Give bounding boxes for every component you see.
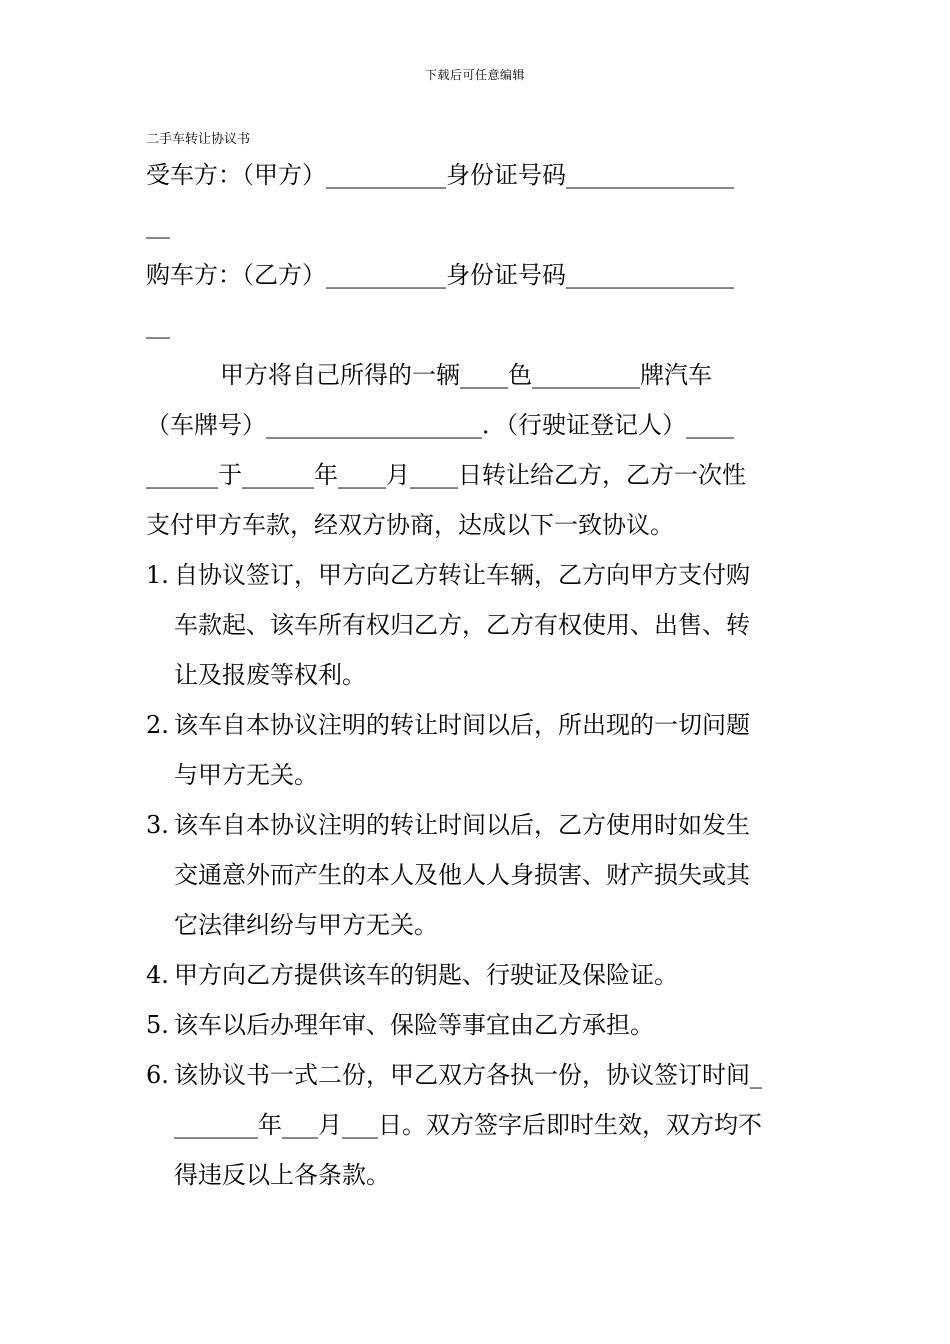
clause-number: 2. [146, 711, 169, 739]
clause-item [146, 550, 806, 700]
clause-line: 该车以后办理年审、保险等事宜由乙方承担。 [174, 1011, 654, 1039]
clause-line: 该车自本协议注明的转让时间以后，乙方使用时如发生 [174, 811, 750, 839]
clause-item [146, 950, 806, 1000]
clause-item [146, 1000, 806, 1050]
intro-line: 甲方将自己所得的一辆____色_________牌汽车 [220, 361, 712, 389]
clause-line: 自协议签订，甲方向乙方转让车辆，乙方向甲方支付购 [174, 561, 750, 589]
intro-line: ______于______年____月____日转让给乙方，乙方一次性 [146, 461, 746, 489]
clause-number: 4. [146, 961, 169, 989]
intro-line: 支付甲方车款，经双方协商，达成以下一致协议。 [146, 511, 674, 539]
clause-line: 让及报废等权利。 [174, 661, 366, 689]
clause-number: 3. [146, 811, 169, 839]
clause-number: 6. [146, 1061, 169, 1089]
clause-line: 该协议书一式二份，甲乙双方各执一份，协议签订时间_ [174, 1061, 762, 1089]
clause-line: _______年___月___日。双方签字后即时生效，双方均不 [174, 1111, 762, 1139]
clause-number: 5. [146, 1011, 169, 1039]
clause-line: 与甲方无关。 [174, 761, 318, 789]
document-title: 二手车转让协议书 [146, 132, 251, 147]
header-note: 下载后可任意编辑 [424, 68, 525, 82]
clause-item [146, 800, 806, 950]
intro-line: （车牌号）__________________．（行驶证登记人）____ [146, 411, 734, 439]
party-b-line-continued: __ [146, 311, 170, 339]
clause-item [146, 1050, 806, 1200]
clause-line: 交通意外而产生的本人及他人人身损害、财产损失或其 [174, 861, 750, 889]
party-a-line-continued: __ [146, 211, 170, 239]
clause-item [146, 700, 806, 800]
clause-number: 1. [146, 561, 169, 589]
party-a-line: 受车方：（甲方）__________身份证号码______________ [146, 161, 734, 189]
intro-paragraph [146, 350, 806, 550]
clause-line: 甲方向乙方提供该车的钥匙、行驶证及保险证。 [174, 961, 678, 989]
clause-line: 它法律纠纷与甲方无关。 [174, 911, 438, 939]
clause-line: 得违反以上各条款。 [174, 1161, 390, 1189]
document-body [146, 150, 806, 1200]
clause-line: 该车自本协议注明的转让时间以后，所出现的一切问题 [174, 711, 750, 739]
clause-line: 车款起、该车所有权归乙方，乙方有权使用、出售、转 [174, 611, 750, 639]
party-b-line: 购车方：（乙方）__________身份证号码______________ [146, 261, 734, 289]
